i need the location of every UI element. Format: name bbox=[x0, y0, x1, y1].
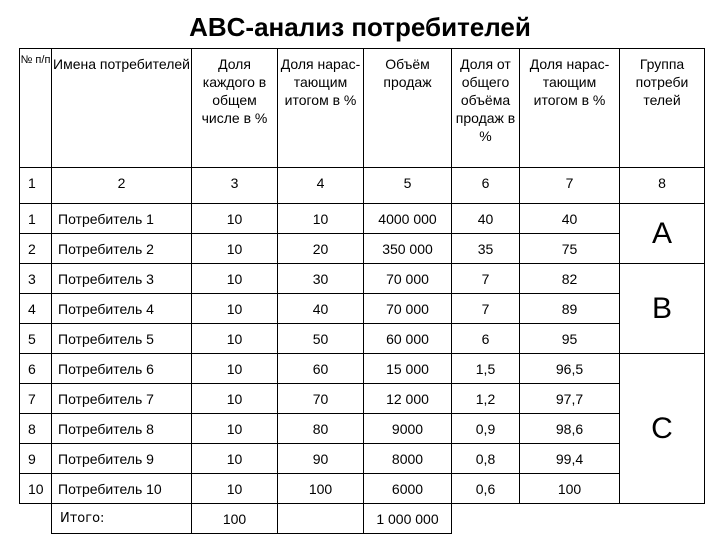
cum-sales-share-cell: 100 bbox=[520, 474, 620, 504]
table-row bbox=[20, 204, 705, 234]
row-number: 2 bbox=[20, 234, 52, 264]
row-number: 10 bbox=[20, 474, 52, 504]
total-sales: 1 000 000 bbox=[364, 504, 452, 534]
cum-sales-share-cell: 95 bbox=[520, 324, 620, 354]
header-cell: Доля нарас-тающим итогом в % bbox=[520, 49, 620, 168]
sales-share-cell: 7 bbox=[452, 264, 520, 294]
table-row bbox=[20, 354, 705, 384]
total-spacer bbox=[20, 504, 52, 534]
sales-share-cell: 0,6 bbox=[452, 474, 520, 504]
share-cell: 10 bbox=[192, 324, 278, 354]
header-row bbox=[20, 49, 705, 168]
consumer-name: Потребитель 7 bbox=[52, 384, 192, 414]
table-row bbox=[20, 264, 705, 294]
row-number: 6 bbox=[20, 354, 52, 384]
header-cell: Группа потреби телей bbox=[620, 49, 705, 168]
cum-share-cell: 100 bbox=[278, 474, 364, 504]
column-number: 4 bbox=[278, 168, 364, 204]
row-number: 9 bbox=[20, 444, 52, 474]
consumer-name: Потребитель 6 bbox=[52, 354, 192, 384]
column-number: 5 bbox=[364, 168, 452, 204]
sales-cell: 70 000 bbox=[364, 264, 452, 294]
sales-share-cell: 40 bbox=[452, 204, 520, 234]
share-cell: 10 bbox=[192, 474, 278, 504]
cum-share-cell: 20 bbox=[278, 234, 364, 264]
total-spacer bbox=[620, 504, 705, 534]
cum-share-cell: 90 bbox=[278, 444, 364, 474]
sales-cell: 12 000 bbox=[364, 384, 452, 414]
consumer-name: Потребитель 8 bbox=[52, 414, 192, 444]
cum-share-cell: 80 bbox=[278, 414, 364, 444]
table-row bbox=[20, 234, 705, 264]
cum-sales-share-cell: 82 bbox=[520, 264, 620, 294]
sales-share-cell: 1,2 bbox=[452, 384, 520, 414]
consumer-name: Потребитель 5 bbox=[52, 324, 192, 354]
sales-share-cell: 0,9 bbox=[452, 414, 520, 444]
cum-sales-share-cell: 98,6 bbox=[520, 414, 620, 444]
cum-sales-share-cell: 89 bbox=[520, 294, 620, 324]
sales-share-cell: 0,8 bbox=[452, 444, 520, 474]
share-cell: 10 bbox=[192, 414, 278, 444]
total-empty-cell bbox=[278, 504, 364, 534]
table-row bbox=[20, 384, 705, 414]
sales-cell: 350 000 bbox=[364, 234, 452, 264]
total-spacer bbox=[520, 504, 620, 534]
cum-share-cell: 30 bbox=[278, 264, 364, 294]
group-c-cell: C bbox=[620, 354, 705, 504]
table-row bbox=[20, 414, 705, 444]
total-label: Итого: bbox=[52, 504, 192, 534]
cum-share-cell: 40 bbox=[278, 294, 364, 324]
share-cell: 10 bbox=[192, 234, 278, 264]
sales-share-cell: 7 bbox=[452, 294, 520, 324]
sales-cell: 8000 bbox=[364, 444, 452, 474]
table-row bbox=[20, 294, 705, 324]
share-cell: 10 bbox=[192, 444, 278, 474]
cum-sales-share-cell: 40 bbox=[520, 204, 620, 234]
cum-share-cell: 10 bbox=[278, 204, 364, 234]
cum-share-cell: 60 bbox=[278, 354, 364, 384]
cum-sales-share-cell: 96,5 bbox=[520, 354, 620, 384]
column-number: 2 bbox=[52, 168, 192, 204]
sales-cell: 4000 000 bbox=[364, 204, 452, 234]
share-cell: 10 bbox=[192, 294, 278, 324]
column-number: 7 bbox=[520, 168, 620, 204]
column-number: 6 bbox=[452, 168, 520, 204]
page-title: ABC-анализ потребителей bbox=[189, 12, 531, 42]
row-number: 4 bbox=[20, 294, 52, 324]
header-cell: Доля от общего объёма продаж в % bbox=[452, 49, 520, 168]
share-cell: 10 bbox=[192, 384, 278, 414]
row-number: 5 bbox=[20, 324, 52, 354]
cum-share-cell: 70 bbox=[278, 384, 364, 414]
column-number: 1 bbox=[20, 168, 52, 204]
consumer-name: Потребитель 9 bbox=[52, 444, 192, 474]
abc-analysis-table bbox=[19, 48, 705, 534]
group-a-cell: A bbox=[620, 204, 705, 264]
consumer-name: Потребитель 2 bbox=[52, 234, 192, 264]
row-number: 1 bbox=[20, 204, 52, 234]
column-number-row bbox=[20, 168, 705, 204]
sales-cell: 6000 bbox=[364, 474, 452, 504]
row-number: 3 bbox=[20, 264, 52, 294]
group-b-cell: B bbox=[620, 264, 705, 354]
total-share: 100 bbox=[192, 504, 278, 534]
share-cell: 10 bbox=[192, 264, 278, 294]
sales-share-cell: 35 bbox=[452, 234, 520, 264]
row-number: 8 bbox=[20, 414, 52, 444]
total-spacer bbox=[452, 504, 520, 534]
cum-sales-share-cell: 97,7 bbox=[520, 384, 620, 414]
column-number: 8 bbox=[620, 168, 705, 204]
cum-share-cell: 50 bbox=[278, 324, 364, 354]
share-cell: 10 bbox=[192, 354, 278, 384]
consumer-name: Потребитель 1 bbox=[52, 204, 192, 234]
consumer-name: Потребитель 10 bbox=[52, 474, 192, 504]
cum-sales-share-cell: 75 bbox=[520, 234, 620, 264]
consumer-name: Потребитель 3 bbox=[52, 264, 192, 294]
table-row bbox=[20, 324, 705, 354]
total-row bbox=[20, 504, 705, 534]
sales-cell: 60 000 bbox=[364, 324, 452, 354]
sales-share-cell: 1,5 bbox=[452, 354, 520, 384]
header-cell: № п/п bbox=[20, 49, 52, 168]
sales-cell: 70 000 bbox=[364, 294, 452, 324]
header-cell: Доля нарас-тающим итогом в % bbox=[278, 49, 364, 168]
table-row bbox=[20, 444, 705, 474]
sales-share-cell: 6 bbox=[452, 324, 520, 354]
cum-sales-share-cell: 99,4 bbox=[520, 444, 620, 474]
column-number: 3 bbox=[192, 168, 278, 204]
consumer-name: Потребитель 4 bbox=[52, 294, 192, 324]
sales-cell: 9000 bbox=[364, 414, 452, 444]
header-cell: Имена потребителей bbox=[52, 49, 192, 168]
table-row bbox=[20, 474, 705, 504]
share-cell: 10 bbox=[192, 204, 278, 234]
header-cell: Доля каждого в общем числе в % bbox=[192, 49, 278, 168]
header-cell: Объём продаж bbox=[364, 49, 452, 168]
row-number: 7 bbox=[20, 384, 52, 414]
sales-cell: 15 000 bbox=[364, 354, 452, 384]
